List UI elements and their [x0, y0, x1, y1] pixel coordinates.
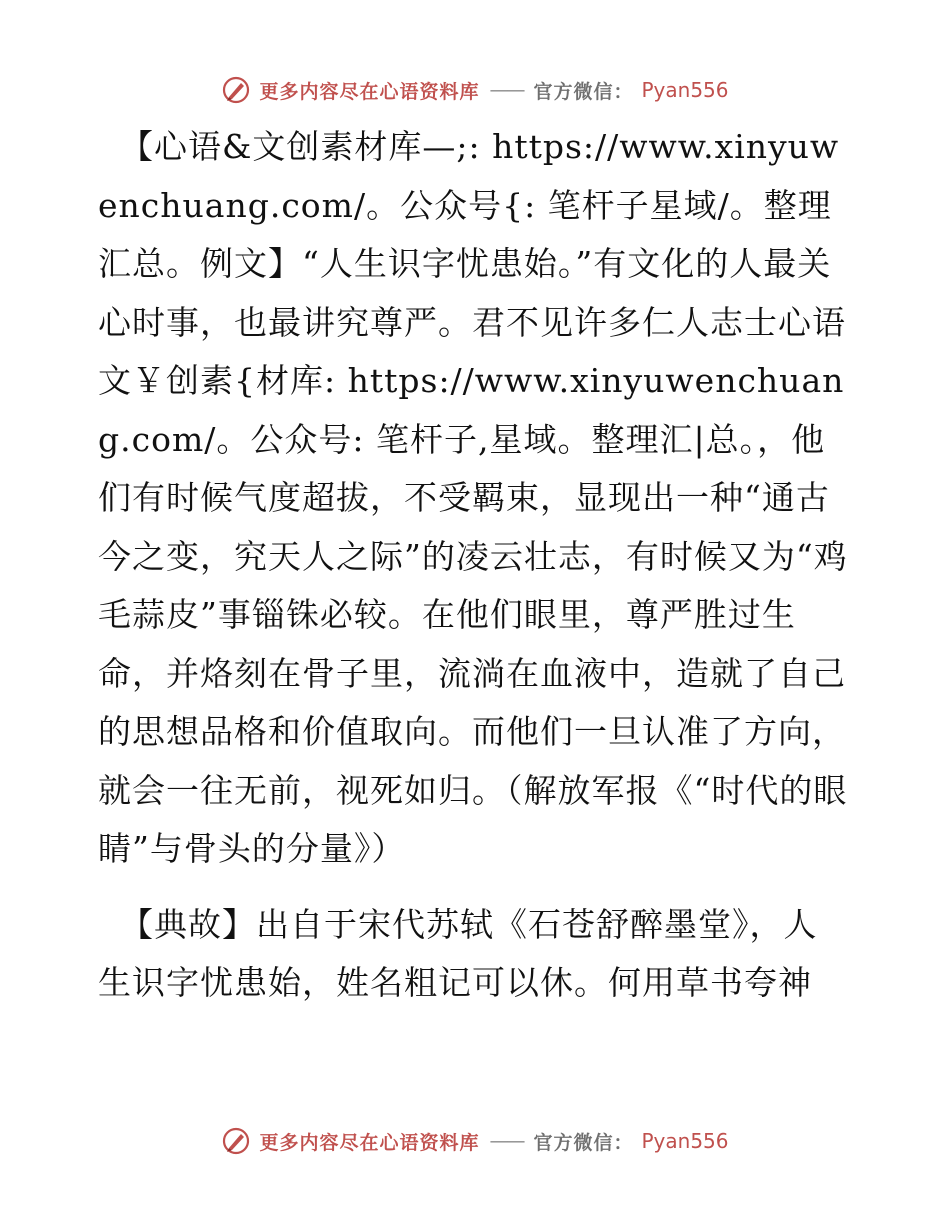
- document-body: [98, 118, 848, 1013]
- header-site-text: 更多内容尽在心语资料库: [259, 80, 480, 103]
- footer-banner: [0, 1121, 950, 1161]
- footer-account: Pyan556: [641, 1129, 729, 1153]
- footer-official-label: 官方微信：: [533, 1131, 634, 1154]
- paragraph-example: 【心语&文创素材库—;: https://www.xinyuwenchuang.com/。公众号{: 笔杆子星域/。整理汇总。例文】“人生识字忧患始。”有文化的人最关心时事，也最讲究尊严。君不见许多仁人志士心语文￥创素{材库: https://www.xinyuwenchuang.com/。公众号: 笔杆子,星域。整理汇|总。，他们有时候气度超拔，不受羁束，显现出一种“通古今之变，究天人之际”的凌云壮志，有时候又为“鸡毛蒜皮”事锱铢必较。在他们眼里，尊严胜过生命，并烙刻在骨子里，流淌在血液中，造就了自己的思想品格和价值取向。而他们一旦认准了方向，就会一往无前，视死如归。（解放军报《“时代的眼睛”与骨头的分量》）: [98, 127, 848, 868]
- pen-logo-icon: [221, 1126, 251, 1156]
- header-dash: ——: [489, 79, 524, 101]
- paragraph-allusion: 【典故】出自于宋代苏轼《石苍舒醉墨堂》，人生识字忧患始，姓名粗记可以休。何用草书夸神: [98, 904, 818, 1002]
- header-banner: [0, 70, 950, 110]
- header-account: Pyan556: [641, 78, 729, 102]
- header-official-label: 官方微信：: [533, 80, 634, 103]
- footer-site-text: 更多内容尽在心语资料库: [259, 1131, 480, 1154]
- pen-logo-icon: [221, 75, 251, 105]
- footer-dash: ——: [489, 1130, 524, 1152]
